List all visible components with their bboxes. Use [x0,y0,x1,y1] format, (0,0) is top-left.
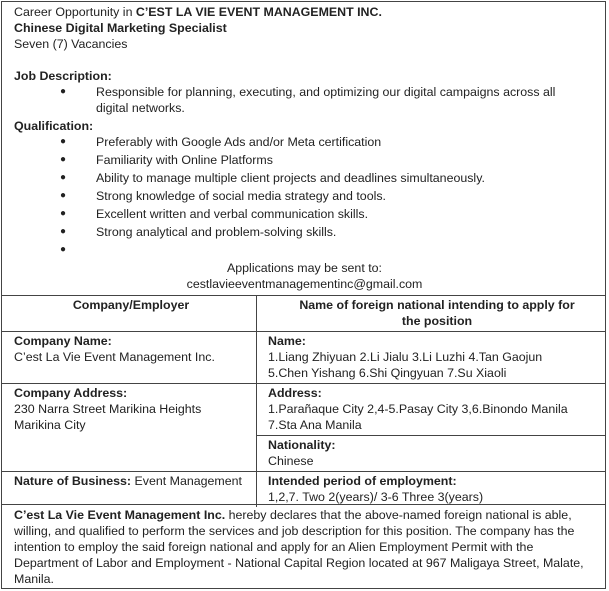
business-cell [2,472,257,508]
company-name-cell [2,332,257,384]
names-line: 1.Liang Zhiyuan 2.Li Jialu 3.Li Luzhi 4.Tan Gaojun [268,350,543,364]
period-cell [257,472,606,508]
period-label: Intended period of employment: [268,474,457,488]
business-value: Event Management [131,474,242,488]
table-row [2,332,605,384]
bullet-icon: ● [60,244,67,255]
job-description-list [14,84,595,116]
declaration-text: willing, and qualified to perform the services and job description for this position. The company has the [14,524,575,538]
bullet-icon: ● [60,136,67,147]
company-address-cell [2,384,257,472]
company-title: C’EST LA VIE EVENT MANAGEMENT INC. [135,5,382,19]
nationality: Chinese [268,454,314,468]
declaration-text: Manila. [14,572,54,586]
career-prefix: Career Opportunity in [14,5,136,19]
position-title: Chinese Digital Marketing Specialist [14,21,227,35]
applications-email[interactable]: cestlavieeventmanagementinc@gmail.com [186,277,423,291]
qualification-heading: Qualification: [14,119,94,133]
address-cell [257,384,606,436]
list-item: ● Familiarity with Online Platforms [60,153,273,167]
company-address-line: Marikina City [14,418,86,432]
address-line: 1.Parañaque City 2,4-5.Pasay City 3,6.Binondo Manila [268,402,568,416]
bullet-icon: ● [60,86,67,97]
declaration [2,504,605,587]
list-item: ● Preferably with Google Ads and/or Meta certification [60,135,382,149]
company-name-label: Company Name: [14,334,112,348]
bullet-icon: ● [60,208,67,219]
table-row [2,384,605,436]
qualification-list [14,134,595,258]
applications-line: Applications may be sent to: [227,261,382,275]
bullet-icon: ● [60,226,67,237]
declaration-text: Department of Labor and Employment - National Capital Region located at 967 Maligaya Street, Malate, [14,556,584,570]
list-item: ● Strong analytical and problem-solving skills. [60,225,337,239]
declaration-company: C’est La Vie Event Management Inc. [14,508,226,522]
list-item: ● Responsible for planning, executing, and optimizing our digital campaigns across all digital networks. [60,85,556,115]
list-item: ● Ability to manage multiple client projects and deadlines simultaneously. [60,171,485,185]
table-header-row [2,296,605,332]
bullet-icon: ● [60,172,67,183]
col-employer-header: Company/Employer [2,296,257,332]
bullet-icon: ● [60,154,67,165]
bullet-icon: ● [60,190,67,201]
declaration-text: intention to employ the said foreign national and apply for an Alien Employment Permit with the [14,540,534,554]
names-line: 5.Chen Yishang 6.Shi Qingyuan 7.Su Xiaoli [268,366,507,380]
company-name: C’est La Vie Event Management Inc. [14,350,215,364]
names-cell [257,332,606,384]
job-description-heading: Job Description: [14,69,112,83]
company-address-label: Company Address: [14,386,128,400]
list-item: ● Excellent written and verbal communication skills. [60,207,369,221]
list-item: ● Strong knowledge of social media strategy and tools. [60,189,386,203]
job-posting [1,1,606,589]
names-label: Name: [268,334,306,348]
company-address-line: 230 Narra Street Marikina Heights [14,402,202,416]
vacancies: Seven (7) Vacancies [14,37,128,51]
period-value: 1,2,7. Two 2(years)/ 3-6 Three 3(years) [268,490,484,504]
address-line: 7.Sta Ana Manila [268,418,362,432]
nationality-cell [257,436,606,472]
declaration-text: hereby declares that the above-named foreign national is able, [225,508,572,522]
list-item [14,242,595,258]
business-label: Nature of Business: [14,474,132,488]
posting-header [2,2,605,292]
employer-table [2,295,605,507]
career-line [14,4,595,20]
address-label: Address: [268,386,322,400]
table-row [2,472,605,508]
nationality-label: Nationality: [268,438,336,452]
col-foreign-national-header: Name of foreign national intending to apply for the position [257,296,606,332]
